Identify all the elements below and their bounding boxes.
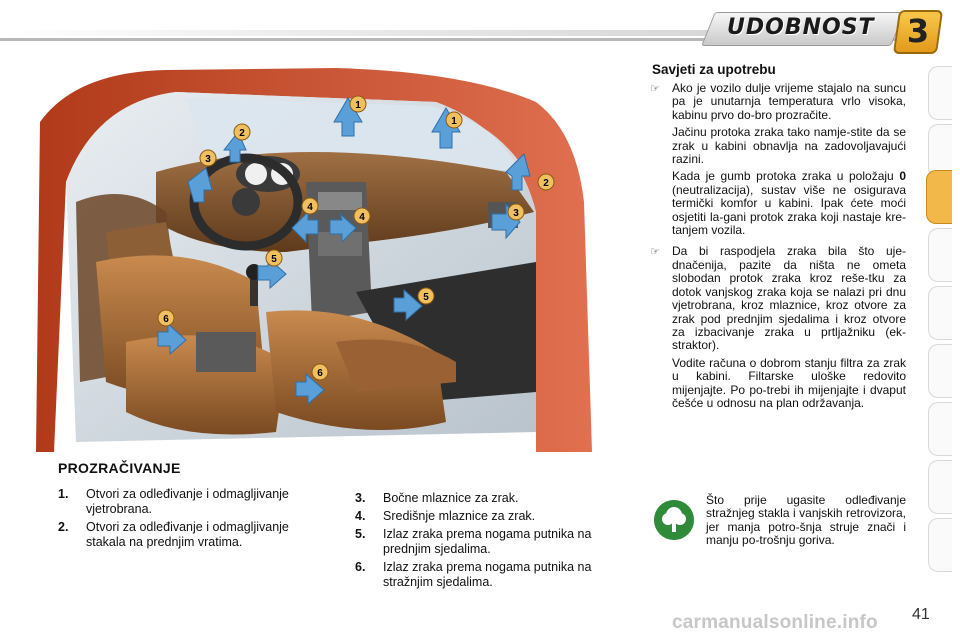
car-interior-illustration [36, 62, 608, 454]
chapter-tab[interactable] [928, 344, 952, 398]
chapter-tab[interactable] [928, 286, 952, 340]
marker-5 [418, 288, 434, 304]
legend-number: 4. [355, 509, 366, 523]
marker-4 [302, 198, 318, 214]
chapter-number: 3 [906, 12, 930, 50]
watermark: carmanualsonline.info [672, 612, 878, 633]
marker-label: 5 [271, 254, 277, 265]
legend-right [355, 491, 610, 593]
marker-2 [234, 124, 250, 140]
marker-3 [200, 150, 216, 166]
marker-label: 1 [355, 100, 361, 111]
tip-paragraph: Da bi raspodjela zraka bila što uje-dnačenija, pazite da ništa ne ometa slobodan protok zraka kroz reše-tku za dotok vanjskog zraka koja se nalazi pri dnu vjetrobrana, kroz mlaznice, kroz otvore za zrak pod prednjim sjedalima i kroz otvore za izbacivanje zraka u prtljažniku (ek-straktor). [672, 244, 906, 353]
marker-label: 1 [451, 116, 457, 127]
tip-paragraph: Jačinu protoka zraka tako namje-stite da se zrak u kabini obnavlja na zadovoljavajući razini. [672, 125, 906, 167]
marker-label: 4 [359, 212, 365, 223]
legend-item [355, 560, 610, 590]
legend-text: Otvori za odleđivanje i odmagljivanje vjetrobrana. [86, 487, 289, 516]
chapter-tab[interactable] [928, 228, 952, 282]
legend-number: 6. [355, 560, 366, 574]
eco-tip-text: Što prije ugasite odleđivanje stražnjeg stakla i vanjskih retrovizora, jer manja potro-šnja struje znači i manju po-trošnju goriva. [706, 493, 906, 548]
neutral-position-value: 0 [899, 169, 906, 184]
marker-2 [538, 174, 554, 190]
chapter-tab[interactable] [928, 402, 952, 456]
legend-text: Bočne mlaznice za zrak. [383, 491, 519, 505]
marker-1 [350, 96, 366, 112]
legend-left [58, 487, 328, 553]
tip-item [650, 82, 906, 241]
tips-title: Savjeti za upotrebu [652, 62, 776, 77]
legend-item [58, 487, 328, 517]
marker-label: 6 [163, 314, 169, 325]
pointing-hand-icon: ☞ [650, 246, 660, 259]
chapter-tabs [928, 66, 952, 576]
chapter-tab[interactable] [928, 460, 952, 514]
marker-4 [354, 208, 370, 224]
pointing-hand-icon: ☞ [650, 83, 660, 95]
chapter-title: UDOBNOST [727, 15, 875, 40]
legend-item [355, 491, 610, 506]
chapter-tab[interactable] [928, 66, 952, 120]
marker-6 [158, 310, 174, 326]
legend-number: 3. [355, 491, 366, 505]
chapter-tab[interactable] [928, 518, 952, 572]
tips-list [650, 82, 906, 418]
legend-text: Otvori za odleđivanje i odmagljivanje stakala na prednjim vratima. [86, 520, 289, 549]
tip-item [650, 245, 906, 414]
tip-paragraph: Ako je vozilo dulje vrijeme stajalo na suncu pa je unutarnja temperatura vrlo visoka, kabinu prvo do-bro prozračite. [672, 81, 906, 122]
marker-label: 4 [307, 202, 313, 213]
legend-item [355, 509, 610, 524]
chapter-tab-active[interactable] [926, 170, 952, 224]
legend-number: 2. [58, 520, 69, 534]
marker-3 [508, 204, 524, 220]
legend-text: Izlaz zraka prema nogama putnika na stražnjim sjedalima. [383, 560, 592, 589]
marker-label: 3 [513, 208, 519, 219]
page-number: 41 [912, 606, 930, 623]
legend-text: Izlaz zraka prema nogama putnika na prednjim sjedalima. [383, 527, 592, 556]
marker-label: 3 [205, 154, 211, 165]
section-title: PROZRAČIVANJE [58, 460, 181, 476]
tree-icon [654, 500, 694, 540]
legend-item [355, 527, 610, 557]
marker-6 [312, 364, 328, 380]
legend-text: Središnje mlaznice za zrak. [383, 509, 536, 523]
marker-5 [266, 250, 282, 266]
marker-1 [446, 112, 462, 128]
tip-paragraph: Vodite računa o dobrom stanju filtra za zrak u kabini. Filtarske uloške redovito mijenjajte. Po po-trebi ih mijenjajte i dvaput češće u odnosu na plan održavanja. [672, 355, 906, 410]
marker-label: 2 [543, 178, 549, 189]
legend-number: 5. [355, 527, 366, 541]
tip-paragraph: Kada je gumb protoka zraka u položaju 0 (neutralizacija), sustav više ne osigurava termički komfor u kabini. Ipak ćete moći osjetiti la-gani protok zraka koji nastaje kre-tanjem vozila. [672, 169, 906, 238]
legend-item [58, 520, 328, 550]
legend-number: 1. [58, 487, 69, 501]
marker-label: 2 [239, 128, 245, 139]
marker-label: 5 [423, 292, 429, 303]
marker-label: 6 [317, 368, 323, 379]
